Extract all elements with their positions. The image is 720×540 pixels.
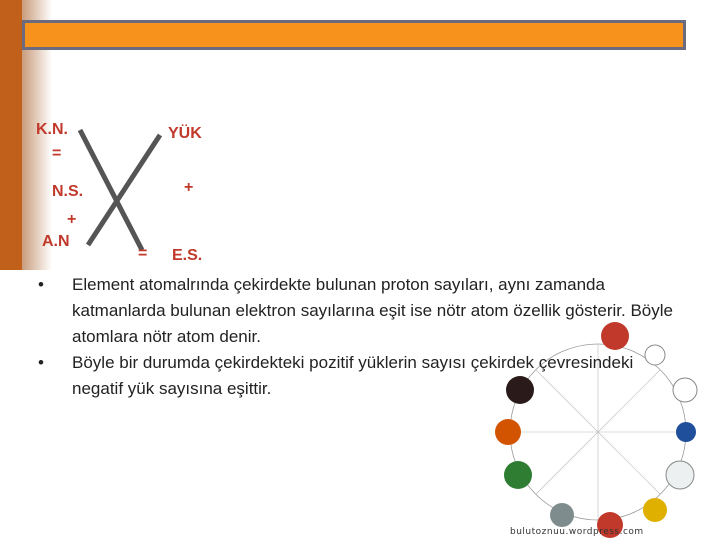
bullet-symbol: • bbox=[38, 275, 44, 294]
sign-equals-bottom: = bbox=[138, 245, 148, 262]
sun-icon bbox=[495, 419, 521, 445]
label-a-n: A.N bbox=[42, 233, 70, 250]
bullet-text: Element atomalrında çekirdekte bulunan proton sayıları, aynı zamanda katmanlarda bulunan elektron sayılarına eşit ise nötr atom özellik gösterir. Böyle atomlara nötr atom denir. bbox=[72, 275, 673, 346]
charge-equality-diagram bbox=[30, 110, 230, 270]
atom-icon bbox=[666, 461, 694, 489]
cross-line-right bbox=[88, 135, 160, 245]
image-caption: bulutoznuu.wordpress.com bbox=[510, 527, 644, 537]
cross-line-left bbox=[80, 130, 142, 250]
left-accent-stripe bbox=[0, 0, 22, 270]
sign-plus-right: + bbox=[184, 179, 194, 196]
bullet-list bbox=[38, 272, 678, 402]
label-k-n: K.N. bbox=[36, 121, 68, 138]
list-item bbox=[38, 350, 678, 402]
nucleus-icon bbox=[676, 422, 696, 442]
bullet-symbol: • bbox=[38, 353, 44, 372]
title-bar bbox=[22, 20, 686, 50]
bullet-text: Böyle bir durumda çekirdekteki pozitif yüklerin sayısı çekirdek çevresindeki negatif yük sayısına eşittir. bbox=[72, 353, 634, 398]
earth-icon bbox=[504, 461, 532, 489]
label-yuk: YÜK bbox=[168, 125, 202, 142]
list-item bbox=[38, 272, 678, 350]
label-n-s: N.S. bbox=[52, 183, 84, 200]
label-e-s: E.S. bbox=[172, 247, 203, 264]
sign-equals-left: = bbox=[52, 145, 62, 162]
car-icon bbox=[550, 503, 574, 527]
molecule-icon bbox=[643, 498, 667, 522]
sign-plus-left: + bbox=[67, 211, 77, 228]
